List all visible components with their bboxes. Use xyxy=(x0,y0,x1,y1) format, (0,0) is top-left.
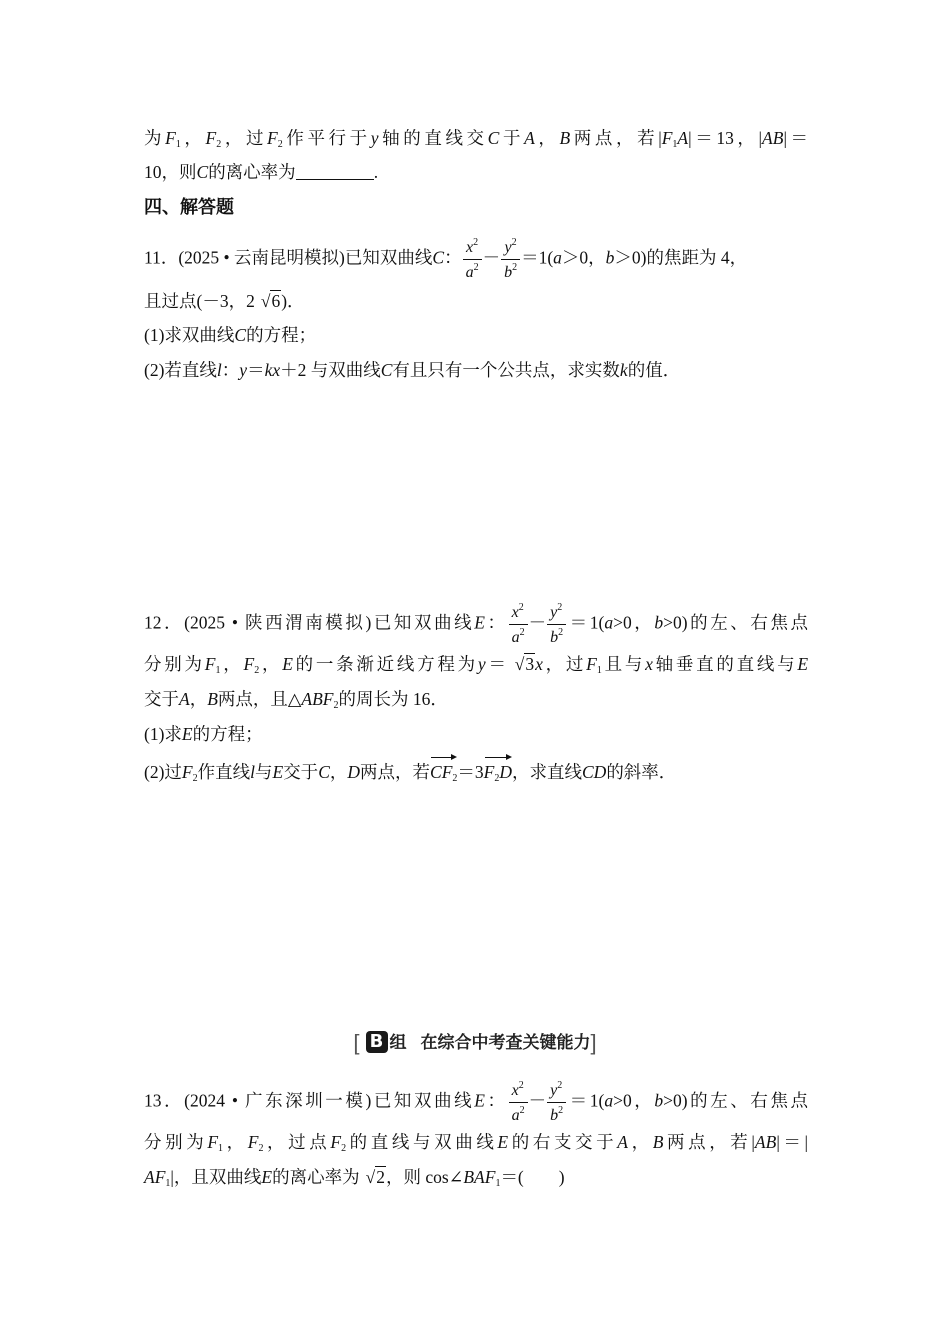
group-b-badge: B xyxy=(366,1031,388,1053)
fraction-y2-b2: $\frac{y^2}{b^2}$ xyxy=(547,1081,566,1124)
fraction-y2-b2: $\frac{y^2}{b^2}$ xyxy=(547,603,566,646)
fraction-x2-a2: $\frac{x^2}{a^2}$ xyxy=(509,603,528,646)
q12-part-1: (1)求E的方程； xyxy=(144,724,263,744)
answer-blank[interactable] xyxy=(296,163,374,180)
q11-line-1: 11．(2025 • 云南昆明模拟)已知双曲线C： $\frac{x^2}{a^2}$ － $\frac{y^2}{b^2}$ ＝1(a＞0，b＞0)的焦距为 4， xyxy=(144,237,748,281)
section-heading: 四、解答题 xyxy=(144,197,234,217)
q12-line-2: 分别为$F_1$，$F_2$，E的一条渐近线方程为y＝ √3x，过$F_1$且与x轴垂直的直线与E xyxy=(144,651,808,684)
q10-line-2: 10，则C的离心率为 . xyxy=(144,162,379,182)
fraction-x2-a2: $\frac{x^2}{a^2}$ xyxy=(509,1081,528,1124)
sqrt-2: √2 xyxy=(365,1167,385,1187)
q12-line-3: 交于A，B两点，且$\triangle ABF_2$的周长为 16． xyxy=(144,689,448,711)
q13-line-1: 13．(2024 • 广东深圳一模)已知双曲线E： $\frac{x^2}{a^2}$ － $\frac{y^2}{b^2}$ ＝1(a>0，b>0)的左、右焦点 xyxy=(144,1080,809,1124)
q12-line-1: 12．(2025 • 陕西渭南模拟)已知双曲线E： $\frac{x^2}{a^2}$ － $\frac{y^2}{b^2}$ ＝1(a>0，b>0)的左、右焦点 xyxy=(144,602,809,646)
q11-part-1: (1)求双曲线C的方程； xyxy=(144,325,317,345)
q11-line-2: 且过点(－3，2 √6)． xyxy=(144,288,808,314)
q12-part-2: (2)过$F_2$作直线l与E交于C，D两点，若$CF_2=3F_2D$，求直线CD的斜率． xyxy=(144,757,808,792)
fraction-x2-a2: $\frac{x^2}{a^2}$ xyxy=(463,238,482,281)
vector-F2D: $F_2D$ xyxy=(484,757,512,792)
fraction-y2-b2: $\frac{y^2}{b^2}$ xyxy=(501,238,520,281)
q10-line-1: 为$F_1$，$F_2$，过$F_2$作平行于y轴的直线交C于A，B两点，若$|F_1A|=13$，|AB|＝ xyxy=(144,128,809,150)
group-b-heading: [ B 组 在综合中考查关键能力] xyxy=(353,1030,597,1055)
q13-line-2: 分别为$F_1$，$F_2$，过点$F_2$的直线与双曲线E的右支交于A，B两点，若|AB|＝| xyxy=(144,1132,809,1154)
vector-CF2: $CF_2$ xyxy=(430,757,457,792)
q11-part-2: (2)若直线l：y＝kx＋2 与双曲线C有且只有一个公共点，求实数k的值． xyxy=(144,360,681,380)
q13-line-3: $AF_1|$，且双曲线E的离心率为 √2，则 $\cos\angle BAF_1=$( ) xyxy=(144,1164,808,1197)
sqrt-6: √6 xyxy=(260,291,281,311)
sqrt-3: √3 xyxy=(514,654,535,674)
